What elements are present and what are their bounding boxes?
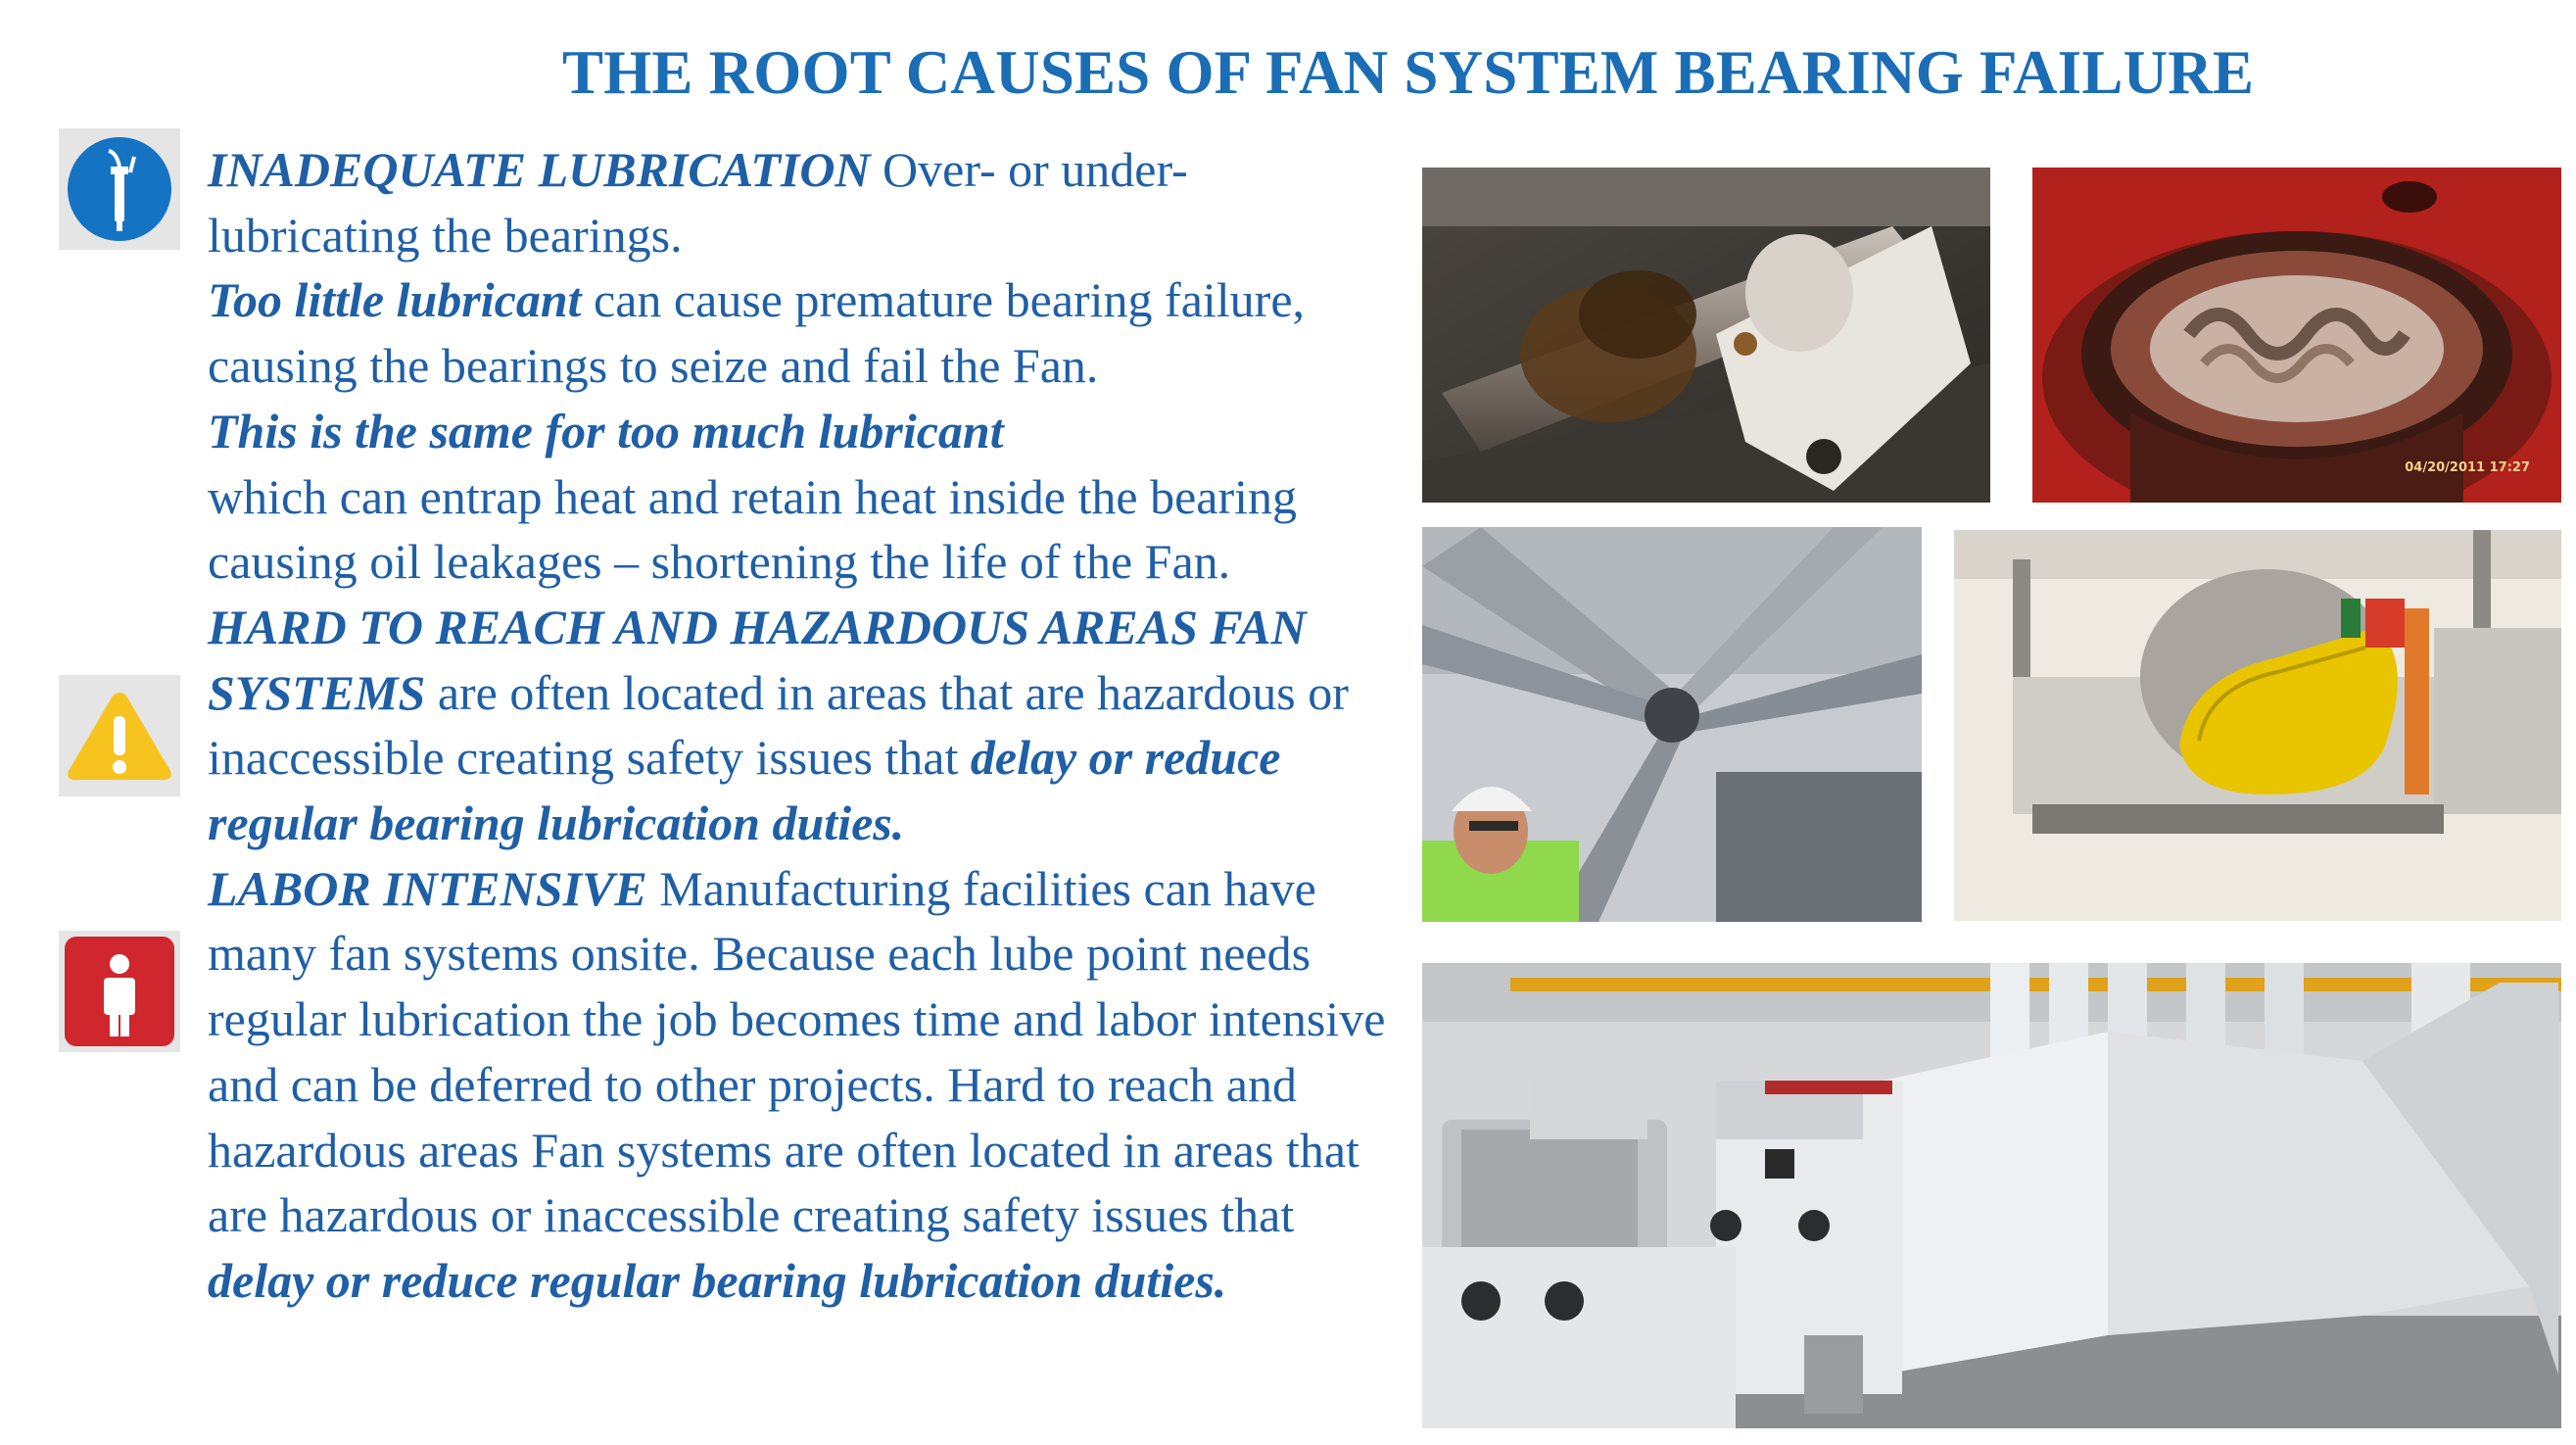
labor-heading: LABOR INTENSIVE [208,860,647,916]
photo-ceiling-fan-guard [1954,530,2561,921]
lubrication-paragraph [208,137,1398,595]
photo-damaged-bearing-shaft [1422,168,1990,503]
lubrication-intro: Over- or under-lubricating the bearings. [208,142,1188,263]
photo-timestamp: 04/20/2011 17:27 [2405,460,2530,475]
too-much-text: which can entrap heat and retain heat inside the bearing causing oil leakages – shortening the life of the Fan. [208,468,1298,590]
hazard-emphasis: delay or reduce regular bearing lubrication duties. [208,730,1281,851]
labor-paragraph [208,856,1398,1314]
too-much-label: This is the same for too much lubricant [208,403,1004,458]
lubrication-heading: INADEQUATE LUBRICATION [208,142,871,197]
too-little-text: can cause premature bearing failure, causing the bearings to seize and fail the Fan. [208,272,1306,394]
labor-text: Manufacturing facilities can have many fan systems onsite. Because each lube point needs regular lubrication the job becomes time and labor intensive and can be deferred to other projects. Hard to reach and hazardous areas Fan systems are often located in areas that are hazardous or inaccessible creating safety issues that [208,860,1386,1243]
hazard-heading: HARD TO REACH AND HAZARDOUS AREAS FAN SYSTEMS [208,599,1307,720]
text-column [208,137,1398,1314]
photo-bearing-interior [2032,168,2561,503]
labor-emphasis: delay or reduce regular bearing lubrication duties. [208,1252,1227,1308]
worker-icon [59,931,180,1052]
too-little-label: Too little lubricant [208,272,582,328]
hazard-paragraph [208,595,1398,856]
warning-icon [59,675,180,796]
photo-industrial-fan-row [1422,963,2561,1428]
page-title: THE ROOT CAUSES OF FAN SYSTEM BEARING FAILURE [562,38,2255,107]
hazard-text: are often located in areas that are hazardous or inaccessible creating safety issues that [208,664,1349,786]
grease-gun-icon [59,128,180,250]
photo-worker-fan-blades [1422,527,1922,922]
